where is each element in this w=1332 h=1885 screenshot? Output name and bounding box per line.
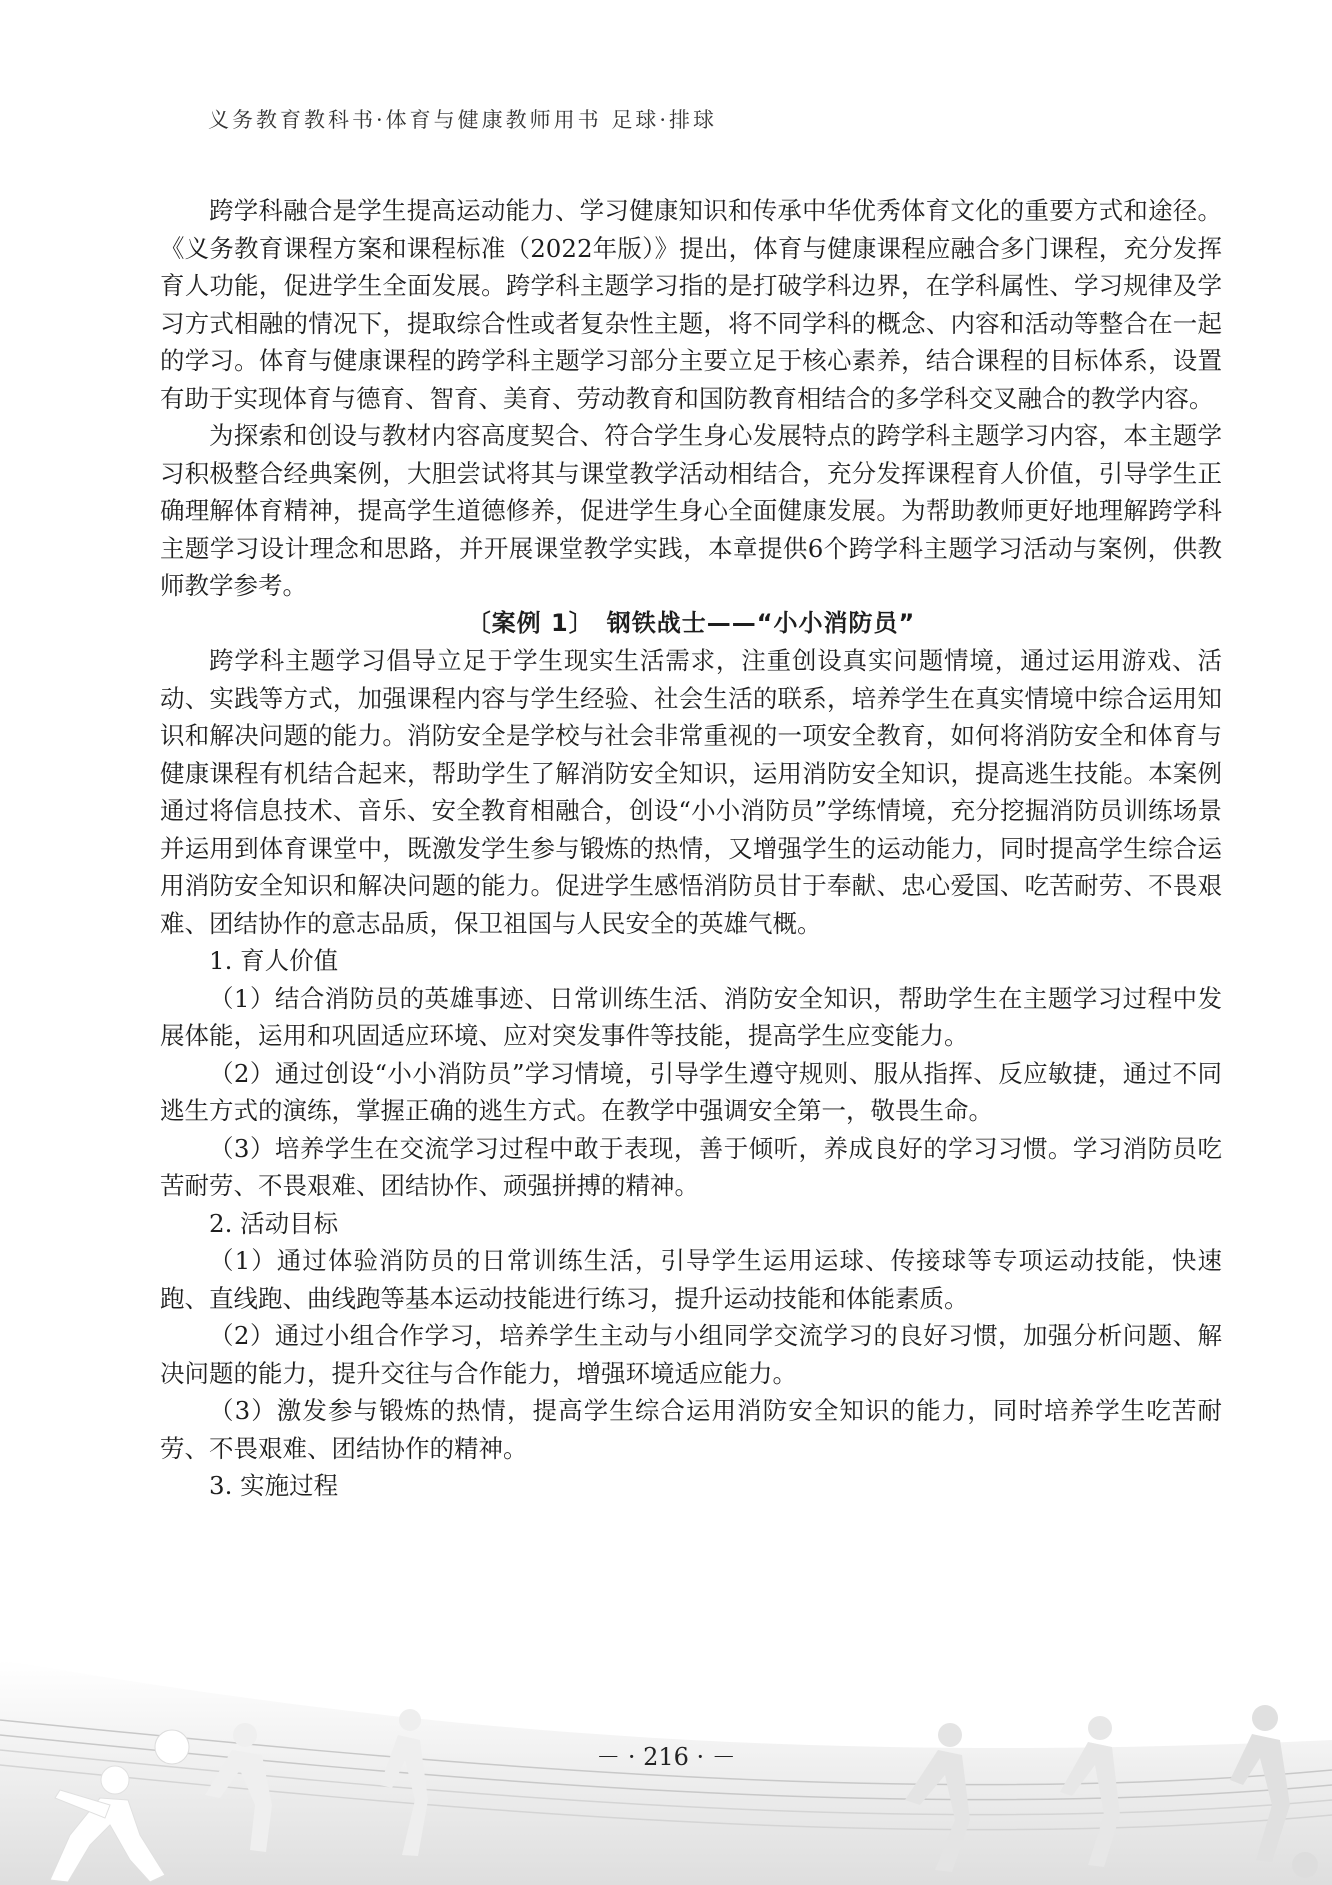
ball-icon: [1292, 1852, 1318, 1878]
section-heading-goals: 2. 活动目标: [209, 1208, 339, 1238]
running-header: 义务教育教科书·体育与健康教师用书 足球·排球: [208, 108, 718, 132]
section-heading-values: 1. 育人价值: [209, 946, 339, 975]
values-item-3: （3）培养学生在交流学习过程中敢于表现，善于倾听，养成良好的学习习惯。学习消防员吃苦耐劳、不畏艰难、团结协作、顽强拼搏的精神。: [160, 1133, 1222, 1200]
section-heading-process: 3. 实施过程: [209, 1471, 339, 1500]
case-title: 〔案例 1〕 钢铁战士——“小小消防员”: [466, 608, 916, 637]
intro-paragraph-2: 为探索和创设与教材内容高度契合、符合学生身心发展特点的跨学科主题学习内容，本主题学习积极整合经典案例，大胆尝试将其与课堂教学活动相结合，充分发挥课程育人价值，引导学生正确理解体育精神，提高学生道德修养，促进学生身心全面健康发展。为帮助教师更好地理解跨学科主题学习设计理念和思路，并开展课堂教学实践，本章提供6个跨学科主题学习活动与案例，供教师教学参考。: [160, 421, 1222, 600]
goals-item-3: （3）激发参与锻炼的热情，提高学生综合运用消防安全知识的能力，同时培养学生吃苦耐劳、不畏艰难、团结协作的精神。: [160, 1396, 1222, 1463]
intro-paragraph-1: 跨学科融合是学生提高运动能力、学习健康知识和传承中华优秀体育文化的重要方式和途径。《义务教育课程方案和课程标准（2022年版）》提出，体育与健康课程应融合多门课程，充分发挥育人功能，促进学生全面发展。跨学科主题学习指的是打破学科边界，在学科属性、学习规律及学习方式相融的情况下，提取综合性或者复杂性主题，将不同学科的概念、内容和活动等整合在一起的学习。体育与健康课程的跨学科主题学习部分主要立足于核心素养，结合课程的目标体系，设置有助于实现体育与德育、智育、美育、劳动教育和国防教育相结合的多学科交叉融合的教学内容。: [160, 196, 1222, 413]
goals-item-2: （2）通过小组合作学习，培养学生主动与小组同学交流学习的良好习惯，加强分析问题、解决问题的能力，提升交往与合作能力，增强环境适应能力。: [160, 1321, 1222, 1388]
case-intro-paragraph: 跨学科主题学习倡导立足于学生现实生活需求，注重创设真实问题情境，通过运用游戏、活动、实践等方式，加强课程内容与学生经验、社会生活的联系，培养学生在真实情境中综合运用知识和解决问题的能力。消防安全是学校与社会非常重视的一项安全教育，如何将消防安全和体育与健康课程有机结合起来，帮助学生了解消防安全知识，运用消防安全知识，提高逃生技能。本案例通过将信息技术、音乐、安全教育相融合，创设“小小消防员”学练情境，充分挖掘消防员训练场景并运用到体育课堂中，既激发学生参与锻炼的热情，又增强学生的运动能力，同时提高学生综合运用消防安全知识和解决问题的能力。促进学生感悟消防员甘于奉献、忠心爱国、吃苦耐劳、不畏艰难、团结协作的意志品质，保卫祖国与人民安全的英雄气概。: [160, 646, 1222, 938]
values-item-1: （1）结合消防员的英雄事迹、日常训练生活、消防安全知识，帮助学生在主题学习过程中发展体能，运用和巩固适应环境、应对突发事件等技能，提高学生应变能力。: [160, 983, 1222, 1050]
main-text: [160, 192, 1222, 1505]
values-item-2: （2）通过创设“小小消防员”学习情境，引导学生遵守规则、服从指挥、反应敏捷，通过不同逃生方式的演练，掌握正确的逃生方式。在教学中强调安全第一，敬畏生命。: [160, 1058, 1222, 1125]
goals-item-1: （1）通过体验消防员的日常训练生活，引导学生运用运球、传接球等专项运动技能，快速跑、直线跑、曲线跑等基本运动技能进行练习，提升运动技能和体能素质。: [160, 1246, 1222, 1313]
page-number: － · 216 · －: [596, 1743, 736, 1771]
